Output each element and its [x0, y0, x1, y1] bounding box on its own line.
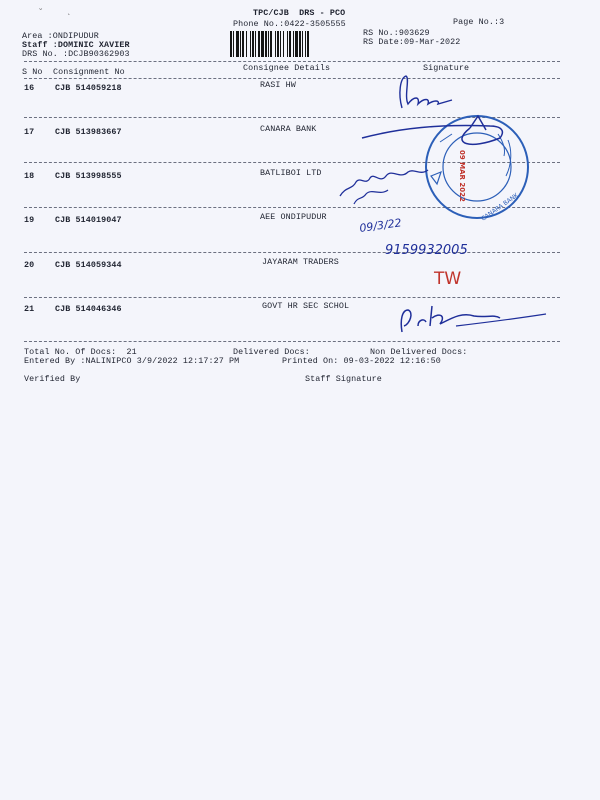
non-delivered-docs: Non Delivered Docs: — [370, 347, 468, 357]
stamp-bank-text: CANARA BANK — [480, 191, 520, 223]
page-number: Page No.:3 — [453, 17, 505, 27]
row-consignee: JAYARAM TRADERS — [262, 257, 339, 267]
stamp-date: 09 MAR 2022 — [458, 150, 466, 202]
col-header-signature: Signature — [423, 63, 470, 73]
row-sno: 18 — [24, 171, 35, 181]
row-consignee: RASI HW — [260, 80, 296, 90]
entered-by: Entered By :NALINIPCO 3/9/2022 12:17:27 PM — [24, 356, 240, 366]
phone-number: Phone No.:0422-3505555 — [233, 19, 346, 29]
delivered-docs: Delivered Docs: — [233, 347, 310, 357]
staff-signature-label: Staff Signature — [305, 374, 382, 384]
document-title: TPC/CJB DRS - PCO — [253, 8, 346, 18]
handwritten-initials: TW — [434, 269, 462, 289]
rs-number: RS No.:903629 — [363, 28, 430, 38]
verified-by: Verified By — [24, 374, 81, 384]
row-sno: 21 — [24, 304, 35, 314]
signature-row-16 — [400, 76, 452, 108]
row-sno: 19 — [24, 215, 35, 225]
row-consignee: BATLIBOI LTD — [260, 168, 322, 178]
row-consignment: CJB 513983667 — [55, 127, 122, 137]
row-consignee: GOVT HR SEC SCHOL — [262, 301, 350, 311]
scan-speck: ˎ — [66, 6, 72, 16]
scan-speck: ˘ — [38, 8, 44, 18]
printed-on: Printed On: 09-03-2022 12:16:50 — [282, 356, 441, 366]
row-consignee: AEE ONDIPUDUR — [260, 212, 327, 222]
handwritten-phone: 9159932005 — [385, 243, 468, 258]
signature-row-21 — [401, 306, 500, 332]
handwritten-date: 09/3/22 — [358, 216, 403, 235]
row-consignee: CANARA BANK — [260, 124, 317, 134]
col-header-consignee: Consignee Details — [243, 63, 331, 73]
row-consignment: CJB 513998555 — [55, 171, 122, 181]
row-consignment: CJB 514059344 — [55, 260, 122, 270]
row-sno: 17 — [24, 127, 35, 137]
total-docs: Total No. Of Docs: 21 — [24, 347, 137, 357]
col-header-consignment: Consignment No — [53, 67, 125, 77]
row-consignment: CJB 514019047 — [55, 215, 122, 225]
area-label: Area :ONDIPUDUR — [22, 31, 99, 41]
drs-number: DRS No. :DCJB90362903 — [22, 49, 130, 59]
staff-name: Staff :DOMINIC XAVIER — [22, 40, 130, 50]
row-consignment: CJB 514046346 — [55, 304, 122, 314]
col-header-sno: S No — [22, 67, 43, 77]
row-sno: 16 — [24, 83, 35, 93]
row-consignment: CJB 514059218 — [55, 83, 122, 93]
canara-bank-stamp — [426, 116, 528, 223]
rs-date: RS Date:09-Mar-2022 — [363, 37, 461, 47]
row-sno: 20 — [24, 260, 35, 270]
